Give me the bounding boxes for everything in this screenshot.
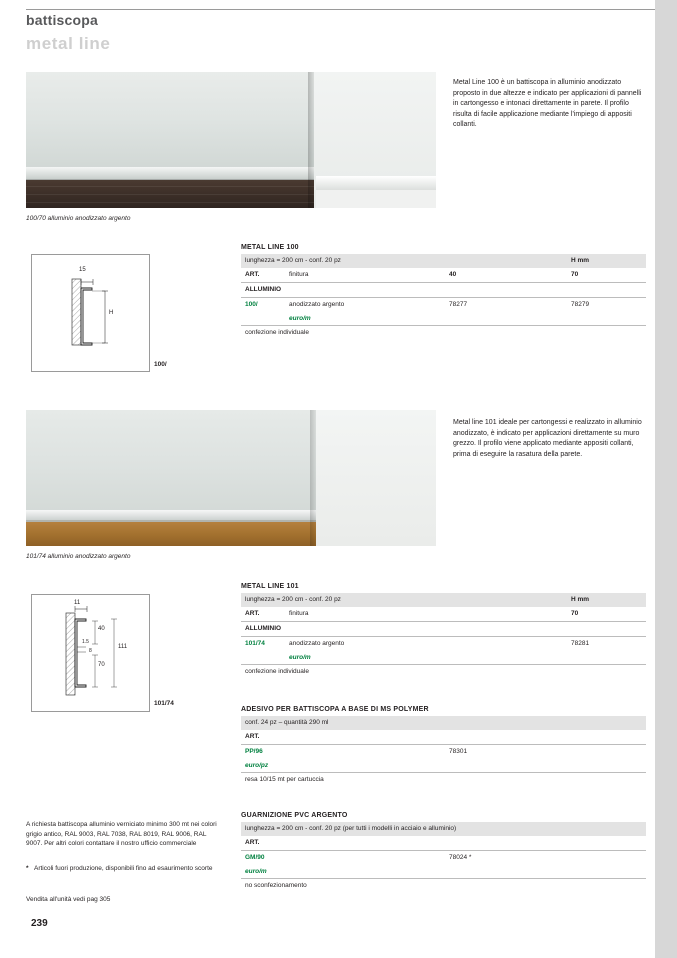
row-art-code: 100/ [245,301,258,308]
row-price: 78301 [449,748,468,755]
table-header-row [241,836,646,851]
table-unit-row [241,312,646,326]
table-note: no sconfezionamento [245,882,307,889]
description-metal-line-100: Metal Line 100 è un battiscopa in alluminio anodizzato proposto in due altezze e indicato per applicazioni di pannelli in cartongesso e intonaci direttamente in parete. Il profilo risulta di facile applicazione mediante l'impiego di appositi collanti. [453,79,642,128]
drawing-101-dim-8: 8 [89,648,92,654]
row-price-70: 78279 [571,301,590,308]
product-photo-metal-line-100 [26,72,436,208]
table-row[interactable] [241,851,646,865]
table-col-finitura: finitura [289,610,309,617]
table-col-art: ART. [245,610,260,617]
drawing-svg-100 [32,255,147,369]
row-art-code: 101/74 [245,640,265,647]
table-note: resa 10/15 mt per cartuccia [245,776,324,783]
description-metal-line-101: Metal line 101 ideale per cartongessi e realizzato in alluminio anodizzato, è indicato per applicazioni direttamente su muro grezzo. Il profilo viene applicato mediante appositi collanti, prima di eseguire la rasatura della parete. [453,419,642,458]
photo-wall-right [316,410,436,546]
row-unit: euro/m [245,868,267,875]
table-unit-row [241,865,646,879]
table-subheader-qty: conf. 24 pz – quantità 290 ml [245,719,329,726]
table-row[interactable] [241,637,646,651]
table-subheader-row [241,593,646,607]
drawing-label-100: 100/ [154,361,167,368]
row-unit: euro/m [289,654,311,661]
table-subheader-length: lunghezza = 200 cm - conf. 20 pz [245,257,341,264]
row-art-code: GM/90 [245,854,265,861]
drawing-101-dim-15: 1.5 [82,639,89,645]
row-art-code: PP/96 [245,748,263,755]
row-price-40: 78277 [449,301,468,308]
table-header-row [241,268,646,283]
row-price: 78024 * [449,854,472,861]
row-unit: euro/m [289,315,311,322]
photo-caption-2: 101/74 alluminio anodizzato argento [26,553,131,560]
photo-skirting-right [316,176,436,190]
photo-floor-right [316,190,436,208]
table-col-art: ART. [245,733,260,740]
table-title: GUARNIZIONE PVC ARGENTO [241,812,348,819]
table-col-finitura: finitura [289,271,309,278]
table-metal-line-100 [241,244,646,339]
table-group-row [241,622,646,637]
row-price-70: 78281 [571,640,590,647]
technical-drawing-101 [31,594,150,712]
table-guarnizione [241,812,646,892]
drawing-101-dim-40: 40 [98,626,105,632]
table-subheader-length: lunghezza = 200 cm - conf. 20 pz [245,596,341,603]
table-group-row [241,283,646,298]
photo-caption-1: 100/70 alluminio anodizzato argento [26,215,131,222]
table-row[interactable] [241,745,646,759]
table-note: confezione individuale [245,668,309,675]
table-unit-row [241,759,646,773]
row-unit: euro/pz [245,762,269,769]
footnote-asterisk-mark: * [26,865,29,872]
table-metal-line-101 [241,583,646,678]
table-header-row [241,607,646,622]
row-finitura: anodizzato argento [289,301,345,308]
photo-floor [26,180,316,208]
technical-drawing-100 [31,254,150,372]
page-title: battiscopa [26,12,99,28]
table-col-art: ART. [245,839,260,846]
drawing-101-dim-70: 70 [98,662,105,668]
footnote-asterisk: Articoli fuori produzione, disponibili fino ad esaurimento scorte [34,865,213,872]
table-adesivo [241,706,646,786]
page-number: 239 [31,918,48,929]
row-finitura: anodizzato argento [289,640,345,647]
footnote-paint: A richiesta battiscopa alluminio verniciato minimo 300 mt nei colori grigio antico, RAL 9003, RAL 7038, RAL 8019, RAL 9006, RAL 9007. Per altri colori contattare il nostro ufficio commerciale [26,821,217,847]
table-subheader-length: lunghezza = 200 cm - conf. 20 pz (per tutti i modelli in acciaio e alluminio) [245,825,457,832]
table-title: ADESIVO PER BATTISCOPA A BASE DI MS POLYMER [241,706,429,713]
header-divider [26,9,655,10]
table-h-label: H mm [571,596,590,603]
table-h-value-70: 70 [571,271,579,278]
photo-floor [26,522,318,546]
table-col-art: ART. [245,271,260,278]
product-photo-metal-line-101 [26,410,436,546]
drawing-label-101: 101/74 [154,700,174,707]
table-header-row [241,730,646,745]
table-subheader-row [241,822,646,836]
footnote-sale: Vendita all'unità vedi pag 305 [26,896,111,903]
table-group-alluminio: ALLUMINIO [245,286,282,293]
drawing-101-width-dim: 11 [74,600,81,606]
drawing-100-width-dim: 15 [79,267,86,273]
table-h-label: H mm [571,257,590,264]
drawing-101-dim-111: 111 [118,644,128,650]
table-title: METAL LINE 101 [241,583,299,590]
drawing-100-height-dim: H [109,310,114,316]
table-subheader-row [241,716,646,730]
table-subheader-row [241,254,646,268]
page-subtitle: metal line [26,34,111,53]
table-note: confezione individuale [245,329,309,336]
table-unit-row [241,651,646,665]
table-title: METAL LINE 100 [241,244,299,251]
table-h-value-70: 70 [571,610,579,617]
right-margin-strip [655,0,677,958]
photo-skirting [26,510,318,520]
table-h-value-40: 40 [449,271,457,278]
table-row[interactable] [241,298,646,312]
photo-skirting [26,167,316,179]
table-group-alluminio: ALLUMINIO [245,625,282,632]
